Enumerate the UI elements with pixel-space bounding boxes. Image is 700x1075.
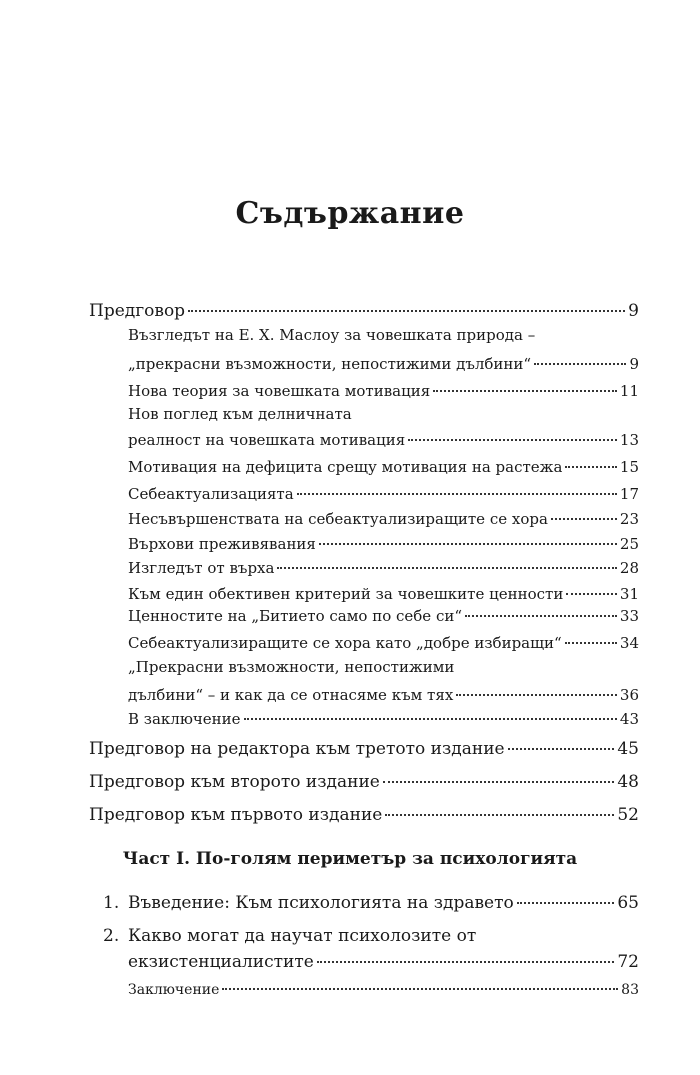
toc-entry-label: Нова теория за човешката мотивация	[128, 382, 431, 400]
chapter-number: 1.	[103, 893, 120, 913]
toc-page-number: 36	[619, 686, 639, 704]
toc-subentry[interactable]	[128, 482, 639, 503]
toc-page-number: 15	[619, 458, 639, 476]
dot-leader	[551, 503, 617, 520]
toc-subentry[interactable]	[128, 683, 639, 704]
toc-chapter-1[interactable]	[103, 889, 639, 913]
page-title: Съдържание	[235, 196, 465, 231]
toc-page-number: 13	[619, 431, 639, 449]
toc-page-number: 31	[619, 585, 639, 603]
toc-page-number: 65	[617, 893, 639, 913]
toc-entry-label: Предговор към първото издание	[89, 805, 383, 825]
toc-page-number: 72	[617, 952, 639, 972]
toc-page-number: 48	[617, 772, 639, 792]
toc-page-number: 9	[628, 301, 639, 321]
dot-leader	[565, 627, 617, 644]
toc-subentry[interactable]	[128, 455, 639, 476]
toc-entry-preface[interactable]	[89, 297, 639, 321]
toc-page-number: 43	[619, 710, 639, 728]
dot-leader	[534, 348, 626, 365]
toc-entry-label: Себеактуализацията	[128, 485, 294, 503]
toc-subentry[interactable]	[128, 379, 639, 400]
toc-page-number: 52	[617, 805, 639, 825]
part-heading: Част I. По-голям периметър за психологията	[122, 849, 578, 869]
toc-entry-label: реалност на човешката мотивация	[128, 431, 406, 449]
toc-page-number: 9	[629, 355, 639, 373]
dot-leader	[188, 293, 625, 312]
toc-page-number: 83	[621, 982, 639, 998]
dot-leader	[517, 885, 615, 904]
dot-leader	[222, 974, 618, 990]
toc-entry-second-preface[interactable]	[89, 768, 639, 792]
dot-leader	[566, 578, 617, 595]
dot-leader	[319, 528, 617, 545]
toc-entry-label: Предговор към второто издание	[89, 772, 380, 792]
toc-subentry[interactable]	[128, 428, 639, 449]
toc-entry-label: Ценностите на „Битието само по себе си“	[128, 607, 463, 625]
toc-entry-label: Предговор	[89, 301, 186, 321]
toc-entry-label: Мотивация на дефицита срещу мотивация на растежа	[128, 458, 563, 476]
toc-subentry[interactable]	[128, 707, 639, 728]
toc-subentry-line: Нов поглед към делничната	[128, 405, 352, 423]
dot-leader	[277, 552, 616, 569]
toc-page-number: 11	[619, 382, 639, 400]
toc-entry-label: Заключение	[128, 982, 220, 998]
dot-leader	[408, 424, 617, 441]
dot-leader	[433, 375, 617, 392]
toc-subentry[interactable]	[128, 532, 639, 553]
toc-entry-label: В заключение	[128, 710, 241, 728]
chapter-title: Въведение: Към психологията на здравето	[128, 893, 514, 913]
toc-page-number: 17	[619, 485, 639, 503]
toc-subentry[interactable]	[128, 507, 639, 528]
toc-page-number: 28	[619, 559, 639, 577]
toc-entry-label: Несъвършенствата на себеактуализиращите се хора	[128, 510, 548, 528]
toc-subentry-line: „Прекрасни възможности, непостижими	[128, 658, 455, 676]
toc-chapter-2-line	[103, 926, 639, 946]
dot-leader	[456, 679, 617, 696]
toc-page-number: 34	[619, 634, 639, 652]
toc-subentry[interactable]	[128, 604, 639, 625]
toc-entry-editor-preface[interactable]	[89, 735, 639, 759]
toc-subentry[interactable]	[128, 352, 639, 373]
toc-entry-first-preface[interactable]	[89, 801, 639, 825]
toc-entry-label: Изгледът от върха	[128, 559, 275, 577]
toc-page-number: 23	[619, 510, 639, 528]
toc-entry-label	[103, 893, 514, 913]
toc-subentry[interactable]	[128, 978, 639, 998]
toc-entry-label: дълбини“ – и как да се отнасяме към тях	[128, 686, 454, 704]
dot-leader	[244, 703, 617, 720]
toc-entry-label: Предговор на редактора към третото издание	[89, 739, 505, 759]
dot-leader	[465, 600, 617, 617]
toc-page-number: 33	[619, 607, 639, 625]
toc-subentry[interactable]	[128, 556, 639, 577]
toc-subentry[interactable]	[128, 631, 639, 652]
toc-page-number: 25	[619, 535, 639, 553]
toc-entry-label: екзистенциалистите	[128, 952, 314, 972]
dot-leader	[565, 451, 616, 468]
chapter-number: 2.	[103, 926, 120, 946]
toc-page-number: 45	[617, 739, 639, 759]
toc-entry-label: Върхови преживявания	[128, 535, 316, 553]
toc-entry-label: Себеактуализиращите се хора като „добре избиращи“	[128, 634, 562, 652]
toc-subentry-line: Възгледът на Е. Х. Маслоу за човешката природа –	[128, 326, 536, 344]
dot-leader	[297, 478, 617, 495]
dot-leader	[508, 731, 615, 750]
chapter-title-line: Какво могат да научат психолозите от	[128, 926, 477, 946]
toc-entry-label: Към един обективен критерий за човешките ценности	[128, 585, 564, 603]
dot-leader	[385, 797, 614, 816]
dot-leader	[317, 944, 615, 963]
toc-entry-label: „прекрасни възможности, непостижими дълбини“	[128, 355, 532, 373]
toc-chapter-2[interactable]	[128, 948, 639, 972]
dot-leader	[383, 764, 615, 783]
